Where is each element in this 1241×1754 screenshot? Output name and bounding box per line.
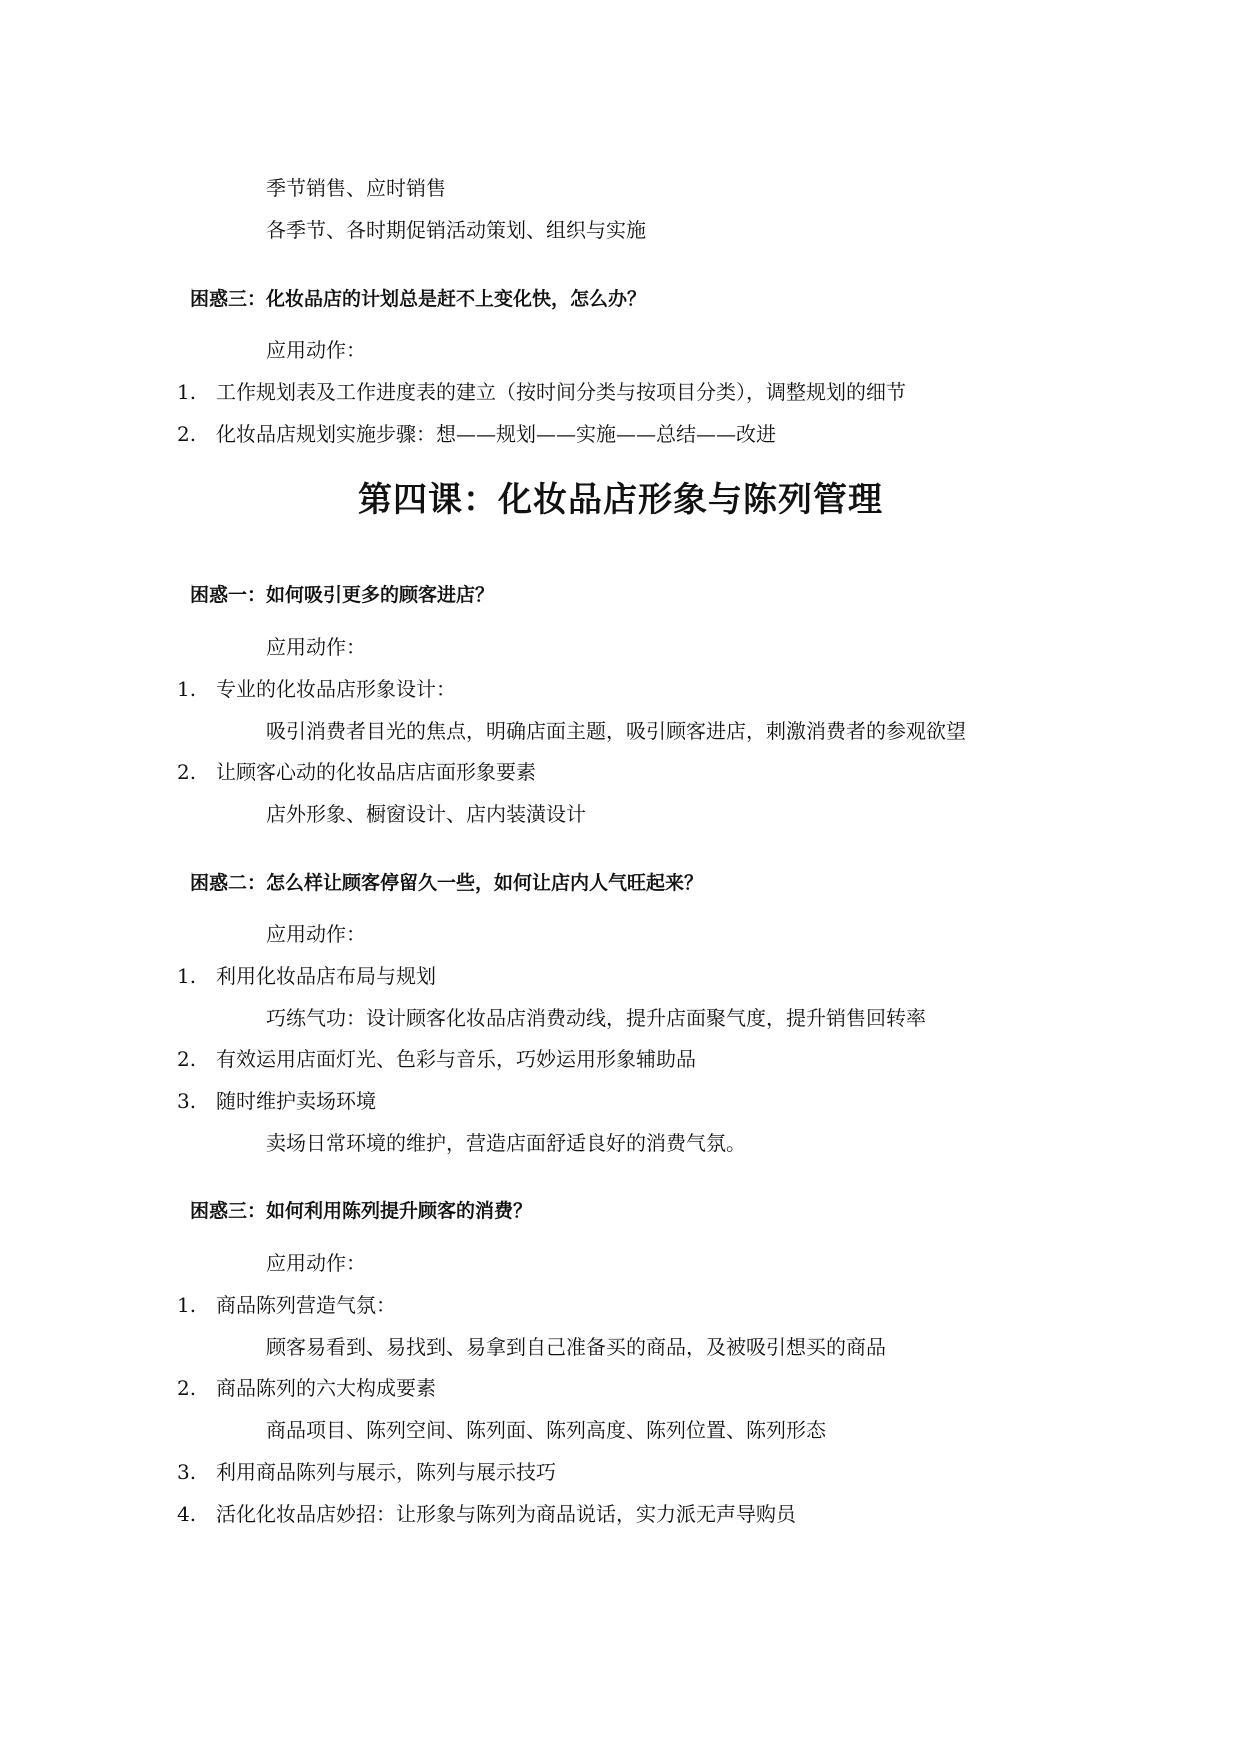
list-item-detail: 顾客易看到、易找到、易拿到自己准备买的商品，及被吸引想买的商品: [266, 1335, 886, 1359]
list-number: 3.: [177, 1089, 197, 1113]
list-number: 1.: [177, 380, 197, 404]
list-number: 1.: [177, 1293, 197, 1317]
list-item: 活化化妆品店妙招：让形象与陈列为商品说话，实力派无声导购员: [216, 1502, 796, 1526]
list-number: 4.: [177, 1502, 197, 1526]
action-label: 应用动作：: [266, 922, 366, 946]
list-item: 专业的化妆品店形象设计：: [216, 677, 456, 701]
list-item: 商品陈列营造气氛：: [216, 1293, 396, 1317]
question-heading: 困惑三：化妆品店的计划总是赶不上变化快，怎么办？: [190, 288, 647, 310]
list-item: 有效运用店面灯光、色彩与音乐，巧妙运用形象辅助品: [216, 1047, 696, 1071]
list-item: 让顾客心动的化妆品店店面形象要素: [216, 760, 536, 784]
list-item-detail: 巧练气功：设计顾客化妆品店消费动线，提升店面聚气度，提升销售回转率: [266, 1006, 926, 1030]
action-label: 应用动作：: [266, 1251, 366, 1275]
list-item: 利用商品陈列与展示，陈列与展示技巧: [216, 1460, 556, 1484]
list-item-detail: 商品项目、陈列空间、陈列面、陈列高度、陈列位置、陈列形态: [266, 1418, 826, 1442]
question-heading: 困惑一：如何吸引更多的顾客进店？: [190, 584, 495, 606]
list-item: 商品陈列的六大构成要素: [216, 1376, 436, 1400]
list-item-detail: 店外形象、橱窗设计、店内装潢设计: [266, 802, 586, 826]
list-item: 化妆品店规划实施步骤：想——规划——实施——总结——改进: [216, 422, 776, 446]
text-line: 各季节、各时期促销活动策划、组织与实施: [266, 218, 646, 242]
action-label: 应用动作：: [266, 635, 366, 659]
text-line: 季节销售、应时销售: [266, 176, 446, 200]
list-item: 工作规划表及工作进度表的建立（按时间分类与按项目分类），调整规划的细节: [216, 380, 906, 404]
list-item: 利用化妆品店布局与规划: [216, 964, 436, 988]
list-number: 2.: [177, 1376, 197, 1400]
question-heading: 困惑二：怎么样让顾客停留久一些，如何让店内人气旺起来？: [190, 872, 704, 894]
action-label: 应用动作：: [266, 338, 366, 362]
list-item: 随时维护卖场环境: [216, 1089, 376, 1113]
list-number: 1.: [177, 964, 197, 988]
list-number: 2.: [177, 760, 197, 784]
list-item-detail: 吸引消费者目光的焦点，明确店面主题，吸引顾客进店，刺激消费者的参观欲望: [266, 719, 966, 743]
list-number: 2.: [177, 1047, 197, 1071]
list-number: 3.: [177, 1460, 197, 1484]
list-number: 1.: [177, 677, 197, 701]
list-number: 2.: [177, 422, 197, 446]
question-heading: 困惑三：如何利用陈列提升顾客的消费？: [190, 1200, 533, 1222]
list-item-detail: 卖场日常环境的维护，营造店面舒适良好的消费气氛。: [266, 1131, 746, 1155]
lesson-title: 第四课：化妆品店形象与陈列管理: [358, 480, 883, 520]
